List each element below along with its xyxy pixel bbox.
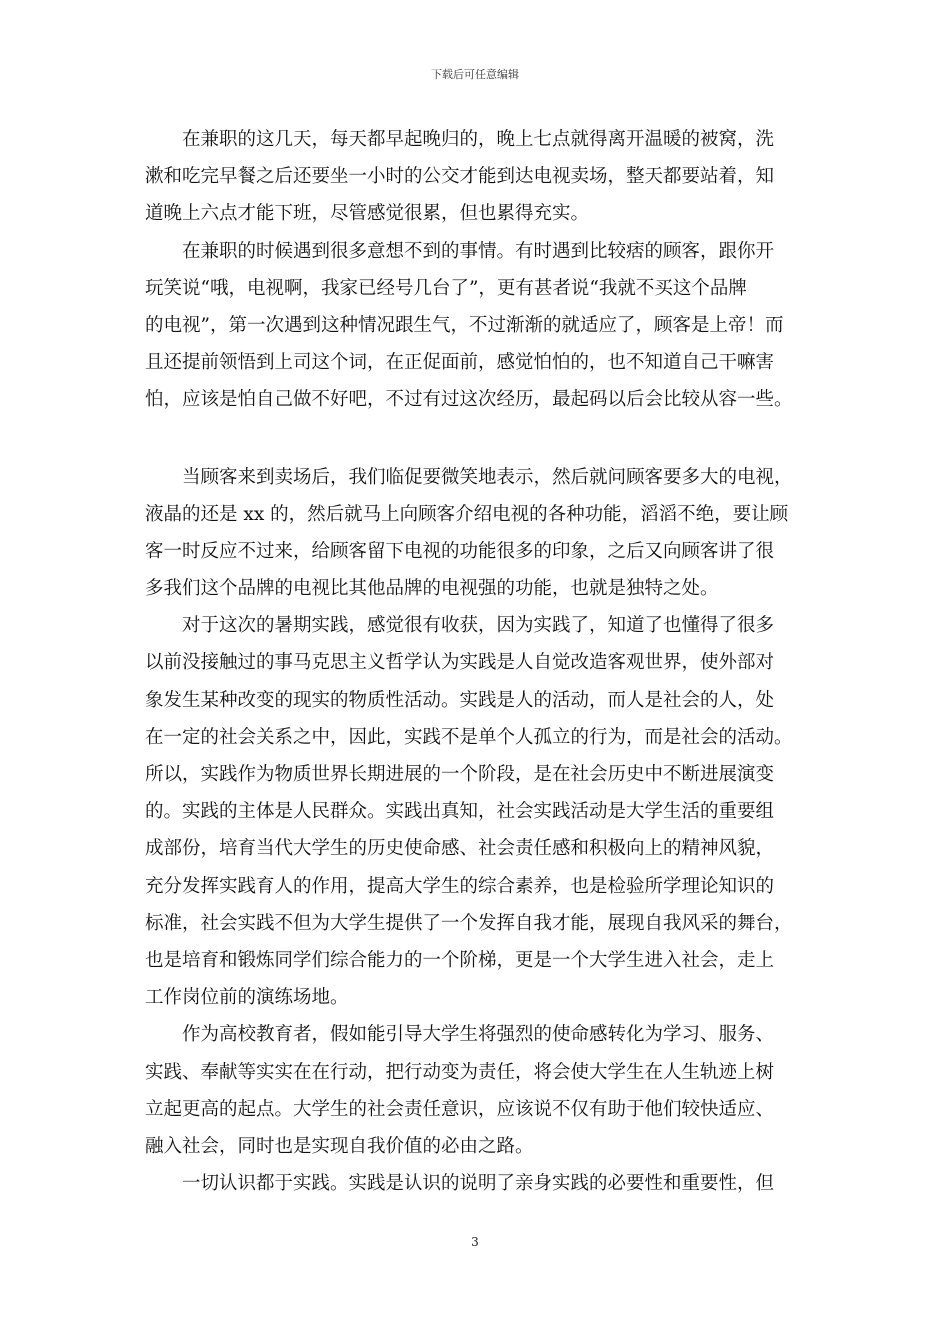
text-line: 作为高校教育者，假如能引导大学生将强烈的使命感转化为学习、服务、: [182, 1024, 775, 1046]
text-line: 成部份，培育当代大学生的历史使命感、社会责任感和积极向上的精神风貌，: [145, 838, 775, 860]
text-line: 多我们这个品牌的电视比其他品牌的电视强的功能，也就是独特之处。: [145, 578, 719, 600]
page-number: 3: [471, 1235, 479, 1249]
text-line: 道晚上六点才能下班，尽管感觉很累，但也累得充实。: [145, 203, 590, 225]
text-line: 且还提前领悟到上司这个词，在正促面前，感觉怕怕的，也不知道自己干嘛害: [145, 352, 775, 374]
text-line: 一切认识都于实践。实践是认识的说明了亲身实践的必要性和重要性，但: [182, 1173, 775, 1195]
text-line: 也是培育和锻炼同学们综合能力的一个阶梯，更是一个大学生进入社会，走上: [145, 949, 775, 971]
text-line: 在兼职的时候遇到很多意想不到的事情。有时遇到比较痞的顾客，跟你开: [182, 240, 775, 262]
paragraph: [145, 1016, 809, 1165]
text-line: 玩笑说“哦，电视啊，我家已经号几台了”，更有甚者说“我就不买这个品牌: [145, 277, 747, 299]
text-line: 客一时反应不过来，给顾客留下电视的功能很多的印象，之后又向顾客讲了很: [145, 540, 775, 562]
text-line: 液晶的还是 xx 的，然后就马上向顾客介绍电视的各种功能，滔滔不绝，要让顾: [145, 503, 789, 525]
text-line: 对于这次的暑期实践，感觉很有收获，因为实践了，知道了也懂得了很多: [182, 615, 775, 637]
text-line: 的电视”，第一次遇到这种情况跟生气，不过渐渐的就适应了，顾客是上帝！而: [145, 314, 784, 336]
text-line: 的。实践的主体是人民群众。实践出真知，社会实践活动是大学生活的重要组: [145, 801, 775, 823]
text-line: 漱和吃完早餐之后还要坐一小时的公交才能到达电视卖场，整天都要站着，知: [145, 166, 775, 188]
text-line: 融入社会，同时也是实现自我价值的必由之路。: [145, 1135, 534, 1157]
text-line: 充分发挥实践育人的作用，提高大学生的综合素养，也是检验所学理论知识的: [145, 875, 775, 897]
text-line: 在兼职的这几天，每天都早起晚归的，晚上七点就得离开温暖的被窝，洗: [182, 129, 775, 150]
paragraph: [145, 607, 809, 1016]
paragraph-gap: [145, 419, 809, 459]
text-line: 标准，社会实践不但为大学生提供了一个发挥自我才能，展现自我风采的舞台，: [145, 912, 793, 934]
text-line: 所以，实践作为物质世界长期进展的一个阶段，是在社会历史中不断进展演变: [145, 764, 775, 785]
text-line: 当顾客来到卖场后，我们临促要微笑地表示，然后就问顾客要多大的电视，: [182, 466, 793, 488]
text-line: 实践、奉献等实实在在行动，把行动变为责任，将会使大学生在人生轨迹上树: [145, 1061, 775, 1083]
text-line: 怕，应该是怕自己做不好吧，不过有过这次经历，最起码以后会比较从容一些。: [145, 389, 793, 411]
paragraph: [145, 459, 809, 608]
text-line: 立起更高的起点。大学生的社会责任意识，应该说不仅有助于他们较快适应、: [145, 1098, 775, 1120]
paragraph: [145, 121, 809, 233]
page-header: 下载后可任意编辑: [431, 68, 519, 81]
document-body: [145, 121, 809, 1202]
paragraph: [145, 233, 809, 419]
text-line: 工作岗位前的演练场地。: [145, 987, 349, 1009]
text-line: 象发生某种改变的现实的物质性活动。实践是人的活动，而人是社会的人，处: [145, 689, 775, 711]
text-line: 以前没接触过的事马克思主义哲学认为实践是人自觉改造客观世界，使外部对: [145, 652, 775, 674]
text-line: 在一定的社会关系之中，因此，实践不是单个人孤立的行为，而是社会的活动。: [145, 726, 793, 748]
paragraph: [145, 1165, 809, 1202]
